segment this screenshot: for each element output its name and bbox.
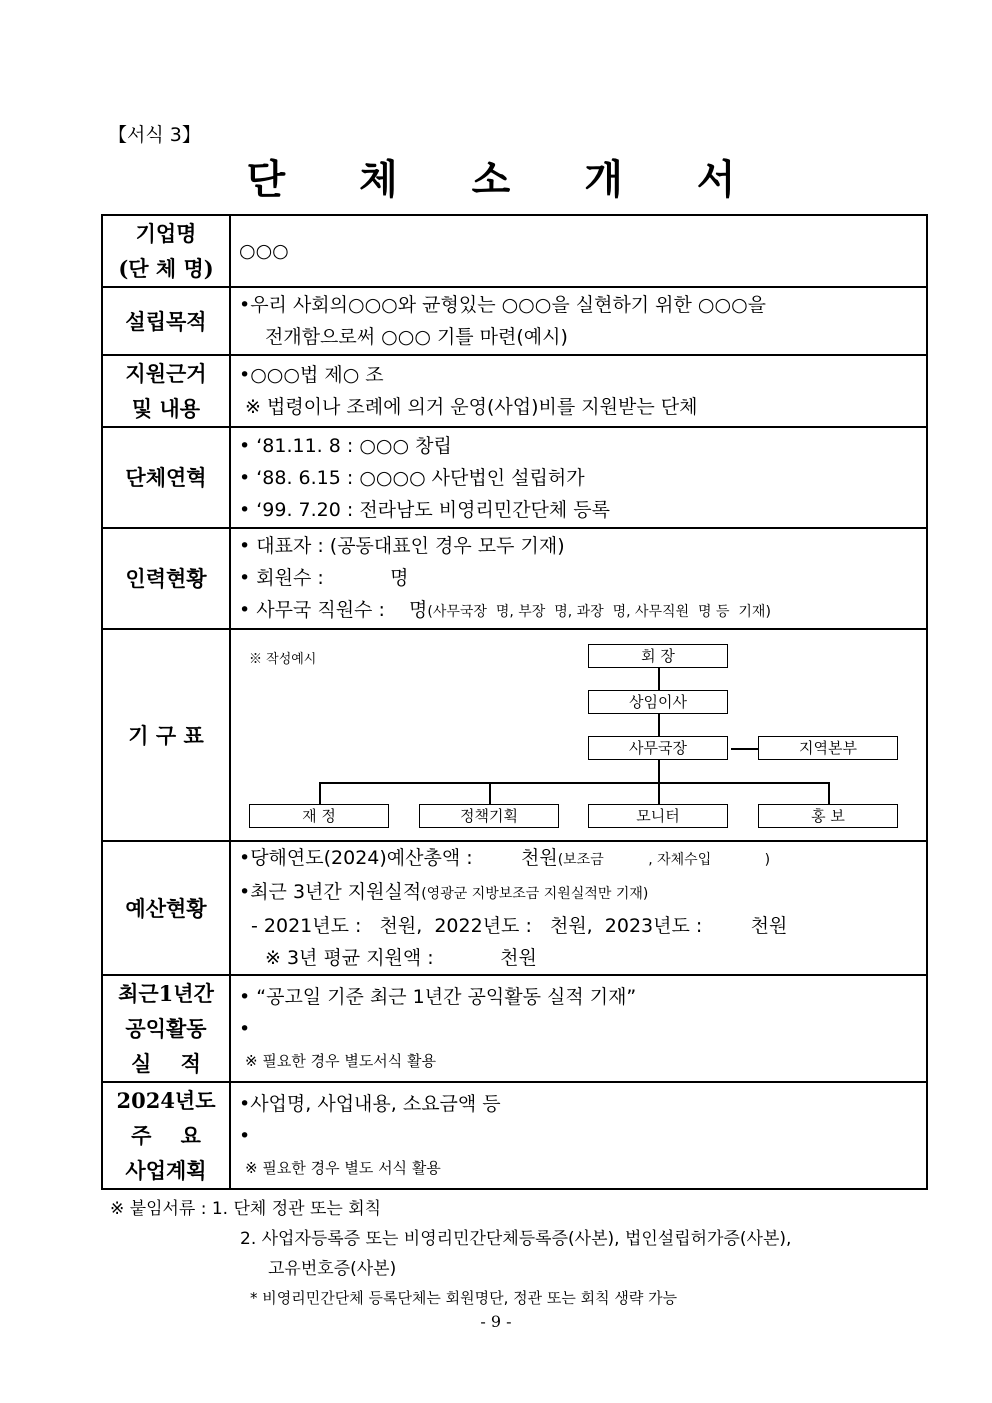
organization-intro-table <box>101 214 928 1190</box>
label-activity: 최근1년간 공익활동 실 적 <box>102 975 230 1082</box>
history-item: • ‘81.11. 8 : ○○○ 창립 <box>239 434 452 457</box>
org-box-regional: 지역본부 <box>758 736 898 760</box>
value-staff: • 대표자 : (공동대표인 경우 모두 기재) • 회원수 : 명 • 사무국 직원수 : 명(사무국장 명, 부장 명, 과장 명, 사무직원 명 등 기재) <box>230 528 927 629</box>
value-plan: •사업명, 사업내용, 소요금액 등 • ※ 필요한 경우 별도 서식 활용 <box>230 1082 927 1189</box>
row-staff <box>102 528 927 629</box>
history-item: • ‘88. 6.15 : ○○○○ 사단법인 설립허가 <box>239 466 585 489</box>
value-history <box>230 427 927 528</box>
value-org <box>230 629 927 841</box>
org-box-policy: 정책기획 <box>419 804 559 828</box>
label-basis: 지원근거 및 내용 <box>102 355 230 427</box>
org-box-secretary: 사무국장 <box>588 736 728 760</box>
value-activity: • “공고일 기준 최근 1년간 공익활동 실적 기재” • ※ 필요한 경우 별도서식 활용 <box>230 975 927 1082</box>
org-box-president: 회 장 <box>588 644 728 668</box>
label-org: 기 구 표 <box>102 629 230 841</box>
label-history: 단체연혁 <box>102 427 230 528</box>
row-plan <box>102 1082 927 1189</box>
org-box-monitor: 모니터 <box>588 804 728 828</box>
row-basis <box>102 355 927 427</box>
row-org-chart <box>102 629 927 841</box>
label-budget: 예산현황 <box>102 841 230 975</box>
attachments-note: * 비영리민간단체 등록단체는 회원명단, 정관 또는 회칙 생략 가능 <box>250 1289 678 1307</box>
label-plan: 2024년도 주 요 사업계획 <box>102 1082 230 1189</box>
attachments-line-3: 고유번호증(사본) <box>268 1259 397 1279</box>
label-name: 기업명 (단 체 명) <box>102 215 230 287</box>
org-chart <box>231 632 926 838</box>
page-number: - 9 - <box>480 1312 512 1331</box>
org-box-finance: 재 정 <box>249 804 389 828</box>
label-staff: 인력현황 <box>102 528 230 629</box>
document-title: 단 체 소 개 서 <box>246 157 766 203</box>
row-purpose <box>102 287 927 355</box>
org-box-pr: 홍 보 <box>758 804 898 828</box>
value-budget: •당해연도(2024)예산총액 : 천원(보조금 , 자체수입 ) •최근 3년간 지원실적(영광군 지방보조금 지원실적만 기재) - 2021년도 : 천원, 2022년도 : 천원, 2023년도 : 천원 ※ 3년 평균 지원액 : 천원 <box>230 841 927 975</box>
row-budget <box>102 841 927 975</box>
value-purpose: •우리 사회의○○○와 균형있는 ○○○을 실현하기 위한 ○○○을 전개함으로써 ○○○ 기틀 마련(예시) <box>230 287 927 355</box>
history-item: • ‘99. 7.20 : 전라남도 비영리민간단체 등록 <box>239 498 611 521</box>
row-name <box>102 215 927 287</box>
attachments-line-2: 2. 사업자등록증 또는 비영리민간단체등록증(사본), 법인설립허가증(사본), <box>240 1229 792 1249</box>
example-note: ※ 작성예시 <box>249 652 317 667</box>
row-activity <box>102 975 927 1082</box>
org-box-director: 상임이사 <box>588 690 728 714</box>
value-name: ○○○ <box>230 215 927 287</box>
value-basis: •○○○법 제○ 조 ※ 법령이나 조례에 의거 운영(사업)비를 지원받는 단체 <box>230 355 927 427</box>
attachments-line-1: ※ 붙임서류 : 1. 단체 정관 또는 회칙 <box>110 1199 382 1219</box>
form-label: 【서식 3】 <box>108 124 201 146</box>
row-history <box>102 427 927 528</box>
label-purpose: 설립목적 <box>102 287 230 355</box>
